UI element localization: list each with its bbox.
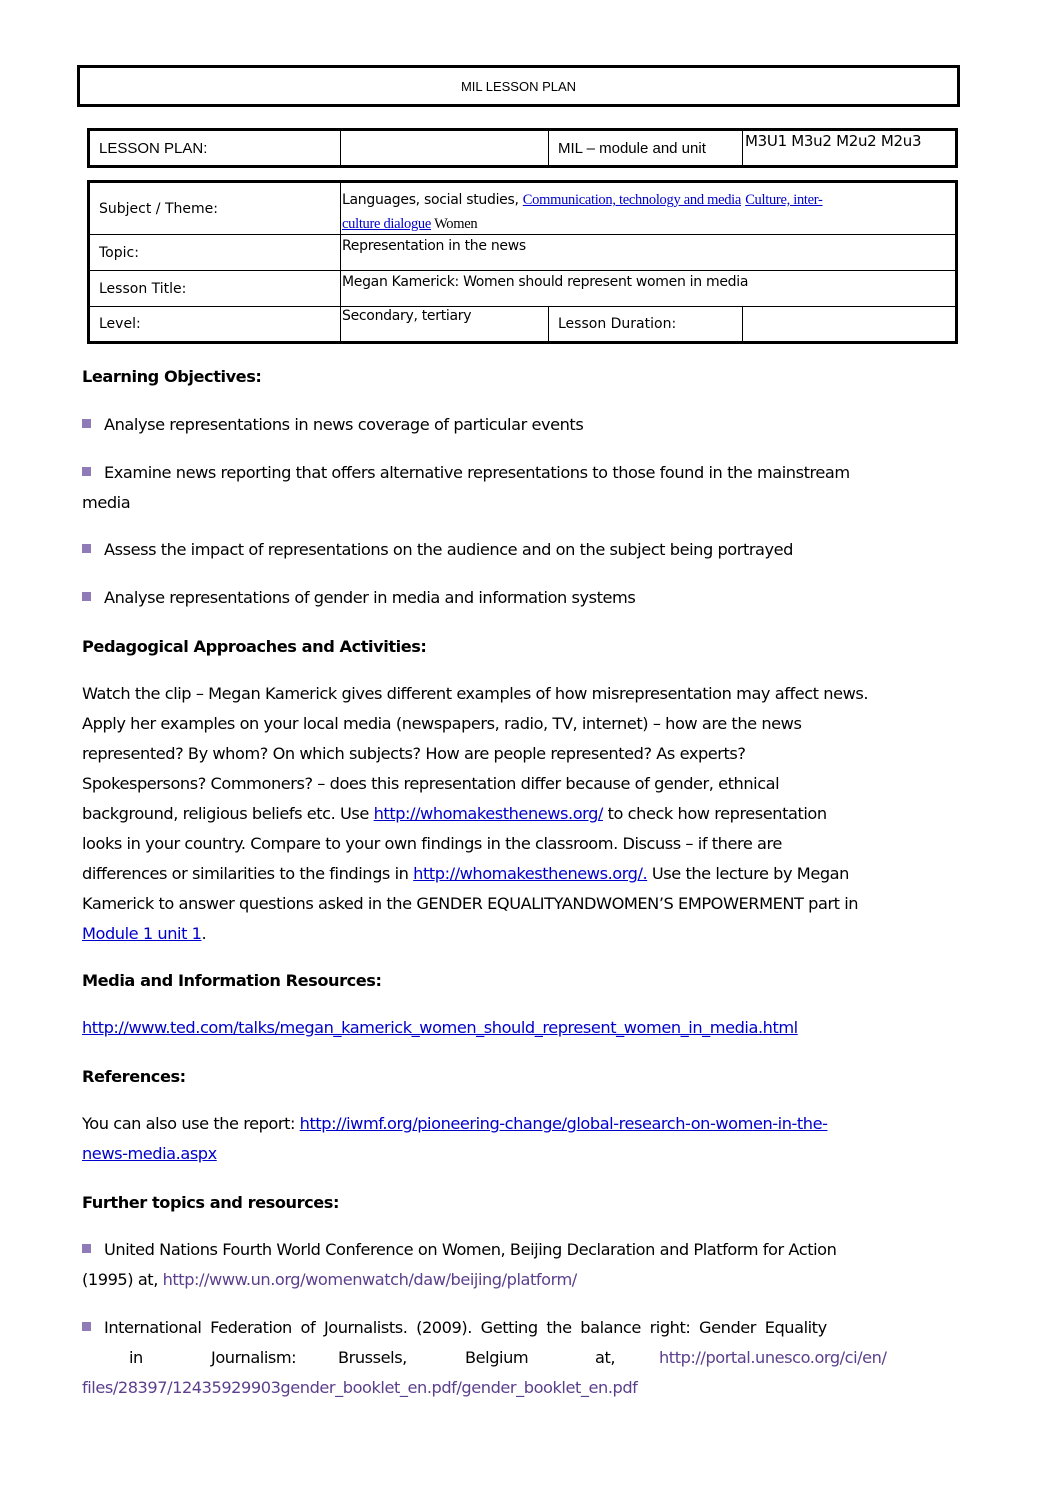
iwmf-report-link-2[interactable]: news-media.aspx bbox=[82, 1144, 217, 1163]
objective-text: Examine news reporting that offers alternative representations to those found in the mainstream bbox=[104, 463, 850, 482]
text-line: Watch the clip – Megan Kamerick gives different examples of how misrepresentation may affect news. bbox=[82, 684, 869, 703]
whomakesthenews-link[interactable]: http://whomakesthenews.org/ bbox=[373, 804, 603, 823]
further-text: (1995) at, bbox=[82, 1270, 163, 1289]
un-beijing-link[interactable]: http://www.un.org/womenwatch/daw/beijing/platform/ bbox=[162, 1270, 577, 1289]
lesson-plan-table bbox=[87, 128, 958, 168]
objective-text-continued: media bbox=[82, 493, 131, 512]
word: at, bbox=[595, 1348, 616, 1367]
objective-text: Analyse representations of gender in media and information systems bbox=[104, 588, 636, 607]
whomakesthenews-link-2[interactable]: http://whomakesthenews.org/. bbox=[413, 864, 648, 883]
further-item bbox=[82, 1235, 972, 1295]
lesson-details-table bbox=[87, 180, 958, 344]
unesco-booklet-link-2[interactable]: files/28397/12435929903gender_booklet_en.pdf/gender_booklet_en.pdf bbox=[82, 1378, 638, 1397]
text-line: Use the lecture by Megan bbox=[647, 864, 849, 883]
subject-link-culture-2[interactable]: culture dialogue bbox=[342, 216, 432, 232]
media-resources-heading: Media and Information Resources: bbox=[82, 971, 382, 990]
further-item bbox=[82, 1313, 972, 1343]
square-bullet-icon bbox=[82, 467, 91, 476]
text-line: Spokespersons? Commoners? – does this representation differ because of gender, ethnical bbox=[82, 774, 780, 793]
further-topics-heading: Further topics and resources: bbox=[82, 1193, 340, 1212]
iwmf-report-link-1[interactable]: http://iwmf.org/pioneering-change/global-research-on-women-in-the- bbox=[299, 1114, 828, 1133]
objective-text: Assess the impact of representations on the audience and on the subject being portrayed bbox=[104, 540, 793, 559]
text-line: looks in your country. Compare to your own findings in the classroom. Discuss – if there are bbox=[82, 834, 782, 853]
word: Brussels, bbox=[338, 1348, 407, 1367]
duration-label: Lesson Duration: bbox=[549, 307, 743, 341]
word: Journalism: bbox=[211, 1348, 297, 1367]
objective-item bbox=[82, 410, 972, 440]
objective-text: Analyse representations in news coverage of particular events bbox=[104, 415, 584, 434]
further-item-continued bbox=[82, 1373, 972, 1403]
lesson-title-value: Megan Kamerick: Women should represent women in media bbox=[342, 274, 749, 290]
text-line: to check how representation bbox=[602, 804, 827, 823]
title-text: MIL LESSON PLAN bbox=[460, 78, 577, 94]
text-line: differences or similarities to the findings in bbox=[82, 864, 414, 883]
objective-item bbox=[82, 535, 972, 565]
subject-link-communication[interactable]: Communication, technology and media bbox=[522, 192, 742, 208]
level-label: Level: bbox=[90, 307, 341, 341]
module-label: MIL – module and unit bbox=[549, 131, 743, 165]
square-bullet-icon bbox=[82, 1322, 91, 1331]
subject-prefix: Languages, social studies, bbox=[342, 192, 523, 208]
row-level bbox=[90, 307, 955, 341]
learning-objectives-heading: Learning Objectives: bbox=[82, 367, 262, 386]
text-line: . bbox=[201, 924, 207, 943]
square-bullet-icon bbox=[82, 544, 91, 553]
further-item-justified-line bbox=[82, 1343, 960, 1373]
word: in bbox=[129, 1348, 143, 1367]
row-subject bbox=[90, 183, 955, 235]
subject-value bbox=[341, 183, 955, 234]
square-bullet-icon bbox=[82, 592, 91, 601]
level-value: Secondary, tertiary bbox=[341, 307, 549, 341]
unesco-booklet-link-1[interactable]: http://portal.unesco.org/ci/en/ bbox=[659, 1348, 887, 1367]
subject-label: Subject / Theme: bbox=[90, 183, 341, 234]
reference-item bbox=[82, 1109, 972, 1169]
module-1-unit-1-link[interactable]: Module 1 unit 1 bbox=[82, 924, 202, 943]
objective-item bbox=[82, 583, 972, 613]
duration-value bbox=[743, 307, 955, 341]
ted-talk-link[interactable]: http://www.ted.com/talks/megan_kamerick_women_should_represent_women_in_media.html bbox=[82, 1018, 798, 1037]
lesson-plan-value bbox=[341, 131, 549, 165]
further-text: United Nations Fourth World Conference on Women, Beijing Declaration and Platform for Action bbox=[104, 1240, 837, 1259]
text-line: Kamerick to answer questions asked in the GENDER EQUALITYANDWOMEN’S EMPOWERMENT part in bbox=[82, 894, 859, 913]
references-heading: References: bbox=[82, 1067, 186, 1086]
lesson-title-label: Lesson Title: bbox=[90, 271, 341, 306]
subject-suffix: Women bbox=[431, 216, 478, 232]
topic-label: Topic: bbox=[90, 235, 341, 270]
lesson-plan-label: LESSON PLAN: bbox=[90, 131, 341, 165]
objective-item bbox=[82, 458, 972, 518]
row-lesson-title bbox=[90, 271, 955, 307]
module-value: M3U1 M3u2 M2u2 M2u3 bbox=[745, 132, 922, 150]
subject-link-culture-1[interactable]: Culture, inter- bbox=[745, 192, 823, 208]
text-line: Apply her examples on your local media (newspapers, radio, TV, internet) – how are the news bbox=[82, 714, 802, 733]
square-bullet-icon bbox=[82, 1244, 91, 1253]
text-line: background, religious beliefs etc. Use bbox=[82, 804, 374, 823]
pedagogical-heading: Pedagogical Approaches and Activities: bbox=[82, 637, 427, 656]
pedagogical-paragraph bbox=[82, 679, 972, 949]
square-bullet-icon bbox=[82, 419, 91, 428]
reference-text: You can also use the report: bbox=[82, 1114, 300, 1133]
document-title bbox=[77, 65, 960, 107]
text-line: represented? By whom? On which subjects? How are people represented? As experts? bbox=[82, 744, 746, 763]
word: Belgium bbox=[465, 1348, 529, 1367]
topic-value: Representation in the news bbox=[342, 238, 526, 254]
row-topic bbox=[90, 235, 955, 271]
further-text: International Federation of Journalists. (2009). Getting the balance right: Gender Equality bbox=[104, 1318, 827, 1337]
media-resource-item bbox=[82, 1013, 972, 1043]
